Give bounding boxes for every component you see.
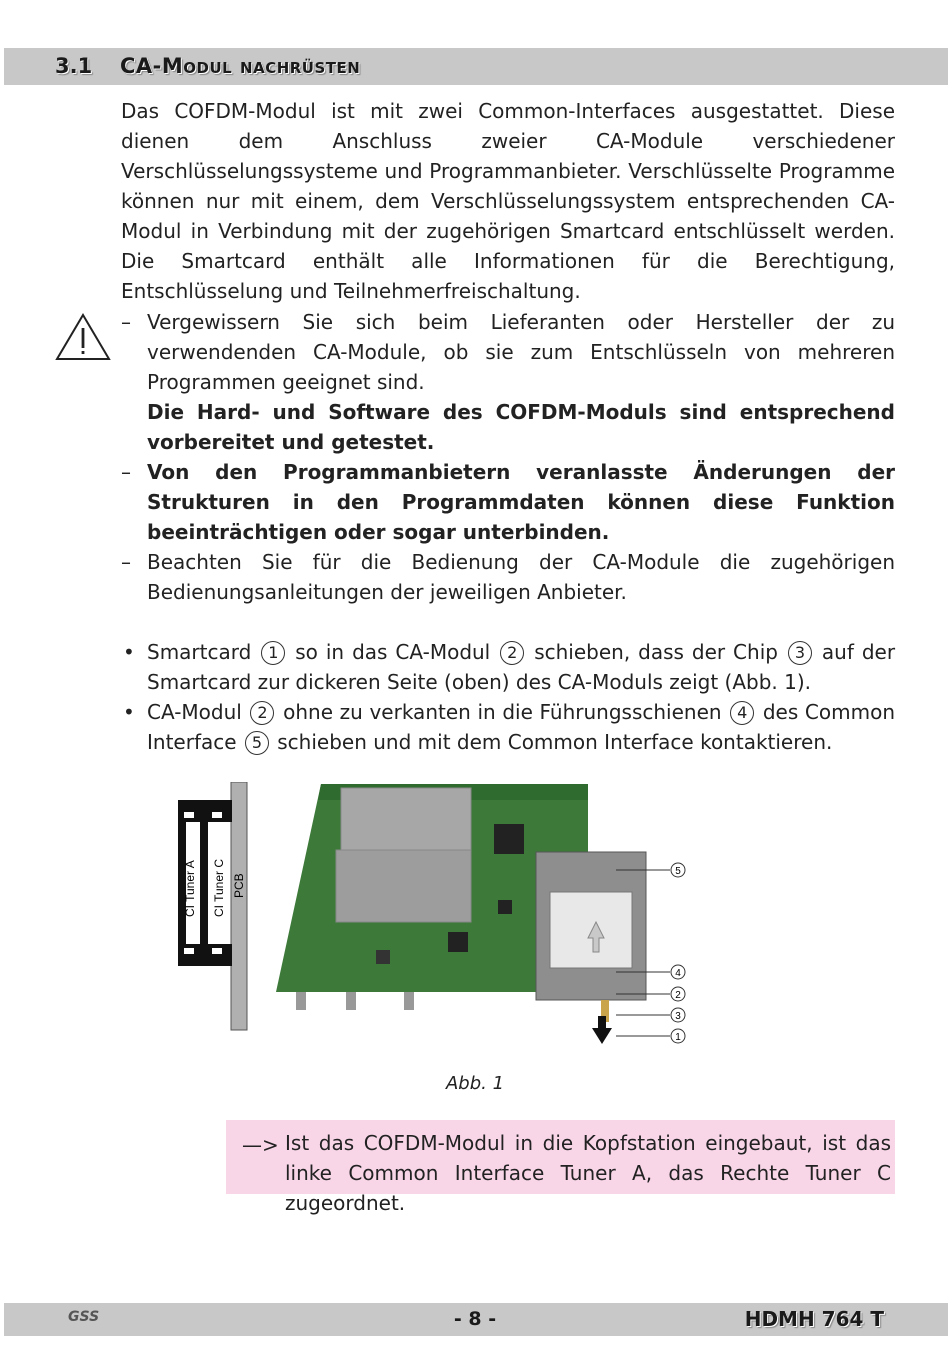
warning-bold-text: Von den Programmanbietern veranlasste Änderungen der Strukturen in den Programmdaten können diese Funktion beeinträchtigen oder sogar unterbinden. <box>147 460 895 544</box>
product-name: HDMH 764 T <box>744 1307 884 1331</box>
label-ci-tuner-c: CI Tuner C <box>212 858 226 917</box>
warning-item <box>121 547 895 607</box>
gss-logo: GSS <box>68 1309 100 1325</box>
callout-3: 3 <box>675 1011 681 1022</box>
callout-number: 1 <box>261 641 285 665</box>
callout-number: 2 <box>500 641 524 665</box>
step-text: CA-Modul <box>147 700 242 724</box>
section-title: CA-Modul nachrüsten <box>120 54 361 78</box>
pcb-photo <box>276 784 646 1044</box>
warning-text: Beachten Sie für die Bedienung der CA-Module die zugehörigen Bedienungsanleitungen der jeweiligen Anbieter. <box>147 550 895 604</box>
dash-marker: – <box>121 460 131 484</box>
ci-slot-diagram <box>178 782 247 1030</box>
callout-4: 4 <box>675 968 681 979</box>
step-text: schieben, dass der Chip <box>534 640 778 664</box>
label-pcb: PCB <box>232 873 246 898</box>
section-number: 3.1 <box>55 54 93 78</box>
step-text: ohne zu verkanten in die Führungsschienen <box>283 700 722 724</box>
callout-number: 5 <box>245 731 269 755</box>
intro-paragraph: Das COFDM-Modul ist mit zwei Common-Interfaces ausgestattet. Diese dienen dem Anschluss zweier CA-Module verschiedener Verschlüsselungssysteme und Programmanbieter. Verschlüsselte Programme können nur mit einem, dem Verschlüsselungssystem entsprechenden CA-Modul in Verbindung mit der zugehörigen Smartcard entschlüsselt werden. Die Smartcard enthält alle Informationen für die Berechtigung, Entschlüsselung und Teilnehmerfreischaltung. <box>121 99 895 303</box>
note-arrow: —> <box>242 1133 279 1157</box>
callout-2: 2 <box>675 990 681 1001</box>
step-text: schieben und mit dem Common Interface kontaktieren. <box>277 730 833 754</box>
warning-list <box>121 307 895 607</box>
page-number: - 8 - <box>453 1308 497 1330</box>
callout-5: 5 <box>675 866 681 877</box>
step-text: so in das CA-Modul <box>295 640 491 664</box>
warning-text: Vergewissern Sie sich beim Lieferanten oder Hersteller der zu verwendenden CA-Module, ob sie zum Entschlüsseln von mehreren Programmen geeignet sind. <box>147 310 895 394</box>
step-text: Smartcard <box>147 640 252 664</box>
bullet-marker: • <box>123 640 135 664</box>
bullet-marker: • <box>123 700 135 724</box>
step-item <box>121 637 895 697</box>
step-text: des Common Interface <box>147 700 895 754</box>
dash-marker: – <box>121 550 131 574</box>
figure-caption: Abb. 1 <box>445 1073 505 1094</box>
warning-bold-text: Die Hard- und Software des COFDM-Moduls sind entsprechend vorbereitet und getestet. <box>147 400 895 454</box>
warning-item <box>121 307 895 457</box>
warning-item <box>121 457 895 547</box>
callout-number: 3 <box>788 641 812 665</box>
note-text: Ist das COFDM-Modul in die Kopfstation eingebaut, ist das linke Common Interface Tuner A, das Rechte Tuner C zugeordnet. <box>285 1131 891 1215</box>
callout-number: 2 <box>250 701 274 725</box>
label-ci-tuner-a: CI Tuner A <box>183 860 197 917</box>
step-item <box>121 697 895 757</box>
callout-1: 1 <box>675 1032 681 1043</box>
module-figure <box>176 782 696 1064</box>
instruction-steps <box>121 637 895 757</box>
callout-number: 4 <box>730 701 754 725</box>
dash-marker: – <box>121 310 131 334</box>
note-box <box>226 1120 895 1215</box>
step-text: auf der Smartcard zur dickeren Seite (oben) des CA-Moduls zeigt (Abb. 1). <box>147 640 896 694</box>
warning-triangle-icon <box>55 312 111 362</box>
